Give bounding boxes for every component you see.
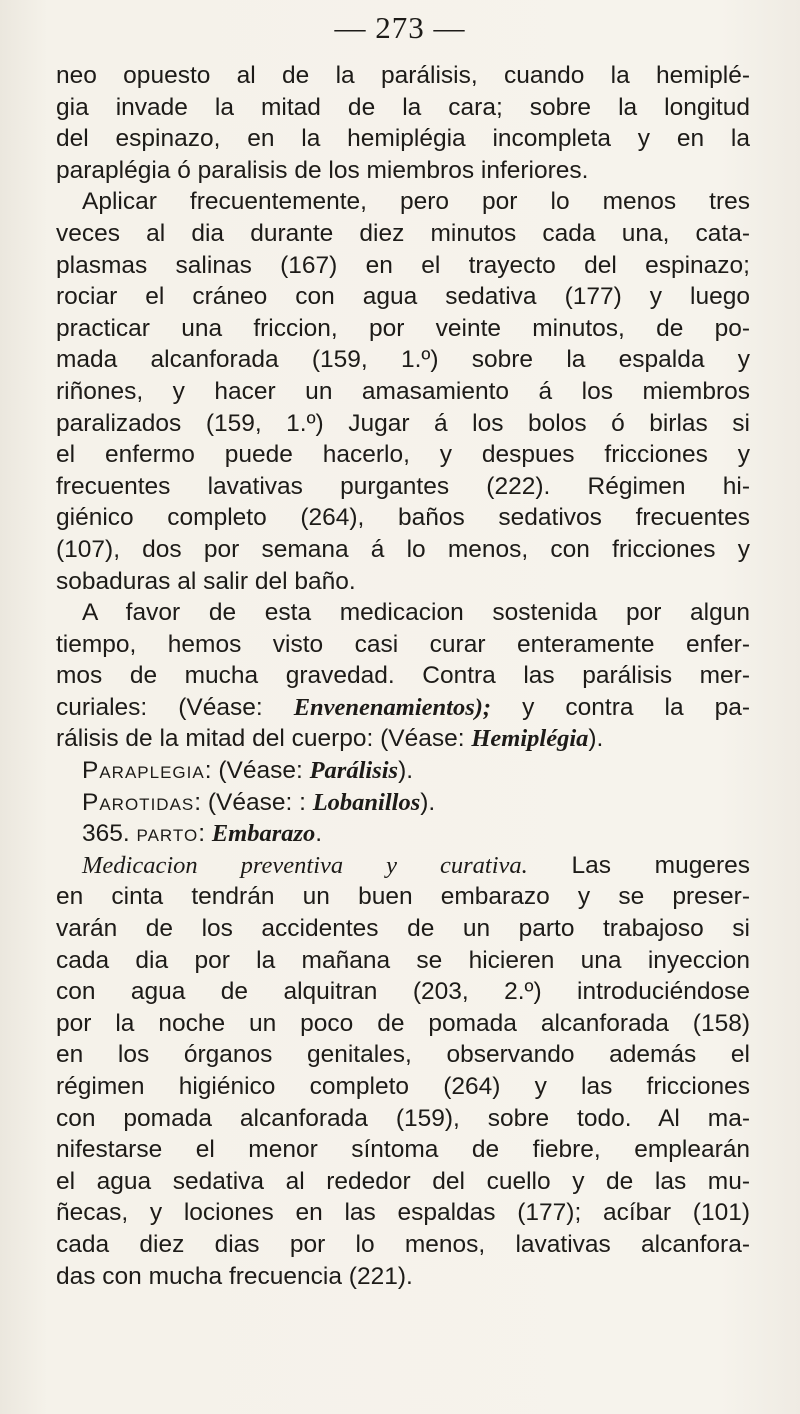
line-prefix: curiales: (Véase: bbox=[56, 693, 294, 721]
entry-heading: parto bbox=[136, 820, 199, 848]
line-suffix: . bbox=[315, 820, 323, 848]
entry-heading: Parotidas bbox=[82, 788, 195, 816]
cross-reference: Envenenamientos); bbox=[293, 693, 492, 721]
text-line: cada diez dias por lo menos, lavativas alcanfora- bbox=[56, 1230, 750, 1258]
line-suffix: ). bbox=[420, 788, 436, 816]
text-line: paraplégia ó paralisis de los miembros inferiores. bbox=[56, 156, 589, 184]
text-line: Aplicar frecuentemente, pero por lo menos tres bbox=[82, 188, 750, 216]
text-line: por la noche un poco de pomada alcanforada (158) bbox=[56, 1009, 750, 1037]
text-line: giénico completo (264), baños sedativos frecuentes bbox=[56, 504, 750, 532]
text-line: el enfermo puede hacerlo, y despues fricciones y bbox=[56, 441, 750, 469]
text-line: mos de mucha gravedad. Contra las parálisis mer- bbox=[56, 662, 750, 690]
section-number: 365. bbox=[82, 820, 137, 848]
text-line: con pomada alcanforada (159), sobre todo. Al ma- bbox=[56, 1104, 750, 1132]
text-line: régimen higiénico completo (264) y las fricciones bbox=[56, 1073, 750, 1100]
entry-line bbox=[56, 755, 750, 787]
cross-reference: Hemiplégia bbox=[471, 725, 589, 753]
cross-reference: Embarazo bbox=[211, 820, 316, 848]
text-line: paralizados (159, 1.º) Jugar á los bolos ó birlas si bbox=[56, 409, 750, 437]
text-line: en los órganos genitales, observando además el bbox=[56, 1041, 750, 1069]
text-line: neo opuesto al de la parálisis, cuando la hemiplé- bbox=[56, 62, 750, 89]
line-suffix: y contra la pa- bbox=[491, 693, 750, 721]
subsection-title: Medicacion preventiva y curativa. bbox=[82, 851, 528, 879]
text-line: riñones, y hacer un amasamiento á los miembros bbox=[56, 377, 750, 405]
entry-line bbox=[56, 818, 750, 850]
text-line: nifestarse el menor síntoma de fiebre, emplearán bbox=[56, 1136, 750, 1164]
text-line: plasmas salinas (167) en el trayecto del espinazo; bbox=[56, 251, 750, 279]
text-line: A favor de esta medicacion sostenida por algun bbox=[82, 599, 750, 627]
text-line: frecuentes lavativas purgantes (222). Régimen hi- bbox=[56, 472, 750, 500]
text-line: rociar el cráneo con agua sedativa (177) y luego bbox=[56, 283, 750, 311]
text-line bbox=[56, 723, 750, 755]
text-line: ñecas, y lociones en las espaldas (177); acíbar (101) bbox=[56, 1199, 750, 1227]
line-suffix: ). bbox=[398, 757, 414, 785]
line-suffix: Las mugeres bbox=[527, 851, 750, 879]
text-line: gia invade la mitad de la cara; sobre la longitud bbox=[56, 93, 750, 121]
subsection-line bbox=[56, 850, 750, 882]
text-line: sobaduras al salir del baño. bbox=[56, 567, 356, 595]
text-line: cada dia por la mañana se hicieren una inyeccion bbox=[56, 946, 750, 974]
line-suffix: ). bbox=[588, 725, 604, 753]
line-prefix: : (Véase: : bbox=[194, 788, 313, 816]
text-line: en cinta tendrán un buen embarazo y se preser- bbox=[56, 883, 750, 911]
text-line: das con mucha frecuencia (221). bbox=[56, 1262, 413, 1290]
text-line: varán de los accidentes de un parto trabajoso si bbox=[56, 915, 750, 943]
text-line: practicar una friccion, por veinte minutos, de po- bbox=[56, 314, 750, 342]
text-line: (107), dos por semana á lo menos, con fricciones y bbox=[56, 535, 750, 563]
cross-reference: Parálisis bbox=[309, 757, 399, 785]
text-line: del espinazo, en la hemiplégia incompleta y en la bbox=[56, 125, 750, 153]
body-text bbox=[56, 60, 750, 1292]
line-prefix: : (Véase: bbox=[204, 757, 310, 785]
entry-heading: Paraplegia bbox=[82, 757, 205, 785]
text-line: veces al dia durante diez minutos cada una, cata- bbox=[56, 219, 750, 247]
entry-line bbox=[56, 787, 750, 819]
cross-reference: Lobanillos bbox=[312, 788, 421, 816]
text-line: mada alcanforada (159, 1.º) sobre la espalda y bbox=[56, 346, 750, 374]
text-line: con agua de alquitran (203, 2.º) introduciéndose bbox=[56, 978, 750, 1006]
text-line bbox=[56, 692, 750, 724]
line-separator: : bbox=[198, 820, 212, 848]
text-line: el agua sedativa al rededor del cuello y de las mu- bbox=[56, 1167, 750, 1195]
line-prefix: rálisis de la mitad del cuerpo: (Véase: bbox=[56, 725, 472, 753]
text-line: tiempo, hemos visto casi curar enteramente enfer- bbox=[56, 630, 750, 658]
page-number: — 273 — bbox=[334, 10, 466, 45]
